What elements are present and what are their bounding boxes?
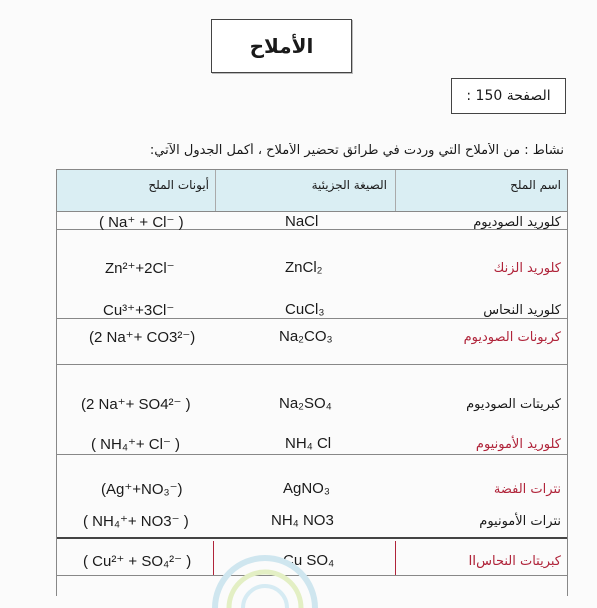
salt-name-cell: كربونات الصوديوم [463,330,561,345]
ions-cell: (2 Na⁺+ SO4²⁻ ) [81,396,191,413]
table-header [57,169,567,212]
ions-cell: ( NH₄⁺+ Cl⁻ ) [91,436,181,453]
header-formula [215,170,395,211]
header-ions-label: أيونات الملح [148,178,209,192]
column-separator [395,541,396,575]
ions-cell: ( Na⁺ + Cl⁻ ) [99,214,184,231]
page-title-text: الأملاح [249,34,314,58]
salt-name-cell: نترات الأمونيوم [479,514,561,529]
formula-cell: CuCl₃ [285,301,325,318]
salt-name-cell: نترات الفضة [493,482,561,497]
ions-cell: ( NH₄⁺+ NO3⁻ ) [83,513,189,530]
row-separator [57,575,567,576]
row-separator [57,364,567,365]
formula-cell: Na₂SO₄ [279,395,332,412]
header-name-label: اسم الملح [510,178,561,192]
ions-cell: (Ag⁺+NO₃⁻) [101,481,183,498]
page-reference [451,78,566,114]
ions-cell: Cu³⁺+3Cl⁻ [103,302,175,319]
activity-instruction: نشاط : من الأملاح التي وردت في طرائق تحضير الأملاح ، أكمل الجدول الآتي: [149,143,564,158]
formula-cell: NH₄ NO3 [271,512,334,529]
header-formula-label: الصيغة الجزيئية [311,178,387,192]
formula-cell: ZnCl₂ [285,259,323,276]
formula-cell: AgNO₃ [283,480,330,497]
ions-cell: (2 Na⁺+ CO3²⁻) [89,329,196,346]
formula-cell: Cu SO₄ [283,552,335,569]
header-name [395,170,567,211]
salt-name-cell: كلوريد النحاس [483,303,561,318]
ions-cell: Zn²⁺+2Cl⁻ [105,260,175,277]
salt-name-cell: كبريتات النحاسII [468,554,561,569]
salt-name-cell: كلوريد الأمونيوم [475,437,561,452]
salt-name-cell: كلوريد الصوديوم [473,215,561,230]
header-ions [57,170,215,211]
salt-name-cell: كلوريد الزنك [493,261,561,276]
formula-cell: NH₄ Cl [285,435,332,452]
row-separator [57,537,567,539]
salt-name-cell: كبريتات الصوديوم [466,397,561,412]
formula-cell: NaCl [285,213,319,230]
row-separator [57,454,567,455]
column-separator [213,541,214,575]
page-reference-text: الصفحة 150 : [466,88,551,104]
ions-cell: ( Cu²⁺ + SO₄²⁻ ) [83,553,192,570]
salts-table [56,169,568,596]
formula-cell: Na₂CO₃ [279,328,333,345]
page-title [211,19,352,73]
